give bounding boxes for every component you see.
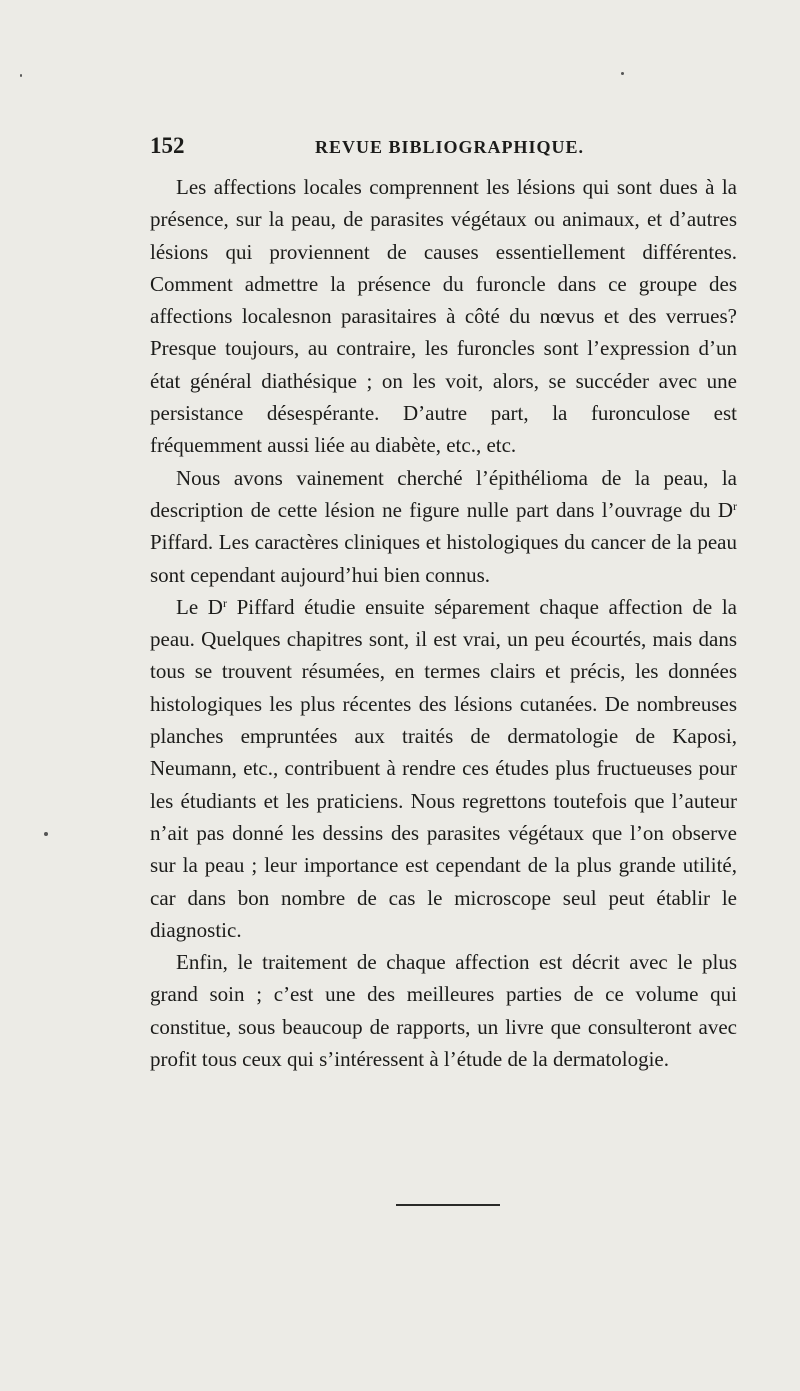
doctor-superscript: r bbox=[733, 498, 737, 513]
doctor-superscript: r bbox=[222, 595, 227, 610]
paragraph-3-text-a: Le D bbox=[176, 594, 223, 619]
ink-speck bbox=[621, 72, 624, 75]
paragraph-2-text-a: Nous avons vainement cherché l’épithélioma de la peau, la description de cette lésion ne figure nulle part dans l’ouvrage du D bbox=[150, 465, 737, 522]
ink-speck bbox=[44, 832, 48, 836]
end-rule bbox=[396, 1204, 500, 1206]
paragraph-3-text-b: Piffard étudie ensuite séparement chaque affection de la peau. Quelques chapitres sont, il est vrai, un peu écourtés, mais dans tous se trouvent résumées, en termes clairs et précis, les données histologiques les plus récentes des lésions cutanées. De nombreuses planches empruntées aux traités de dermatologie de Kaposi, Neumann, etc., contribuent à rendre ces études plus fructueuses pour les étudiants et les praticiens. Nous regrettons toutefois que l’auteur n’ait pas donné les dessins des parasites végétaux que l’on observe sur la peau ; leur importance est cependant de la plus grande utilité, car dans bon nombre de cas le microscope seul peut établir le diagnostic. bbox=[150, 594, 737, 942]
paragraph-2 bbox=[150, 462, 737, 591]
body-text bbox=[150, 171, 737, 1075]
ink-speck bbox=[20, 74, 22, 77]
page-number: 152 bbox=[150, 133, 185, 158]
running-title: REVUE BIBLIOGRAPHIQUE. bbox=[315, 137, 585, 157]
paragraph-2-text-b: Piffard. Les caractères cliniques et histologiques du cancer de la peau sont cependant aujourd’hui bien connus. bbox=[150, 530, 737, 587]
running-head bbox=[150, 133, 737, 159]
paragraph-3 bbox=[150, 591, 737, 946]
paragraph-1: Les affections locales comprennent les lésions qui sont dues à la présence, sur la peau, de parasites végétaux ou animaux, et d’autres lésions qui proviennent de causes essentiellement différentes. Comment admettre la présence du furoncle dans ce groupe des affections localesnon parasitaires à côté du nœvus et des verrues? Presque toujours, au contraire, les furoncles sont l’expression d’un état général diathésique ; on les voit, alors, se succéder avec une persistance désespérante. D’autre part, la furonculose est fréquemment aussi liée au diabète, etc., etc. bbox=[150, 175, 737, 458]
paragraph-4: Enfin, le traitement de chaque affection est décrit avec le plus grand soin ; c’est une des meilleures parties de ce volume qui constitue, sous beaucoup de rapports, un livre que consulteront avec profit tous ceux qui s’intéressent à l’étude de la dermatologie. bbox=[150, 950, 737, 1072]
